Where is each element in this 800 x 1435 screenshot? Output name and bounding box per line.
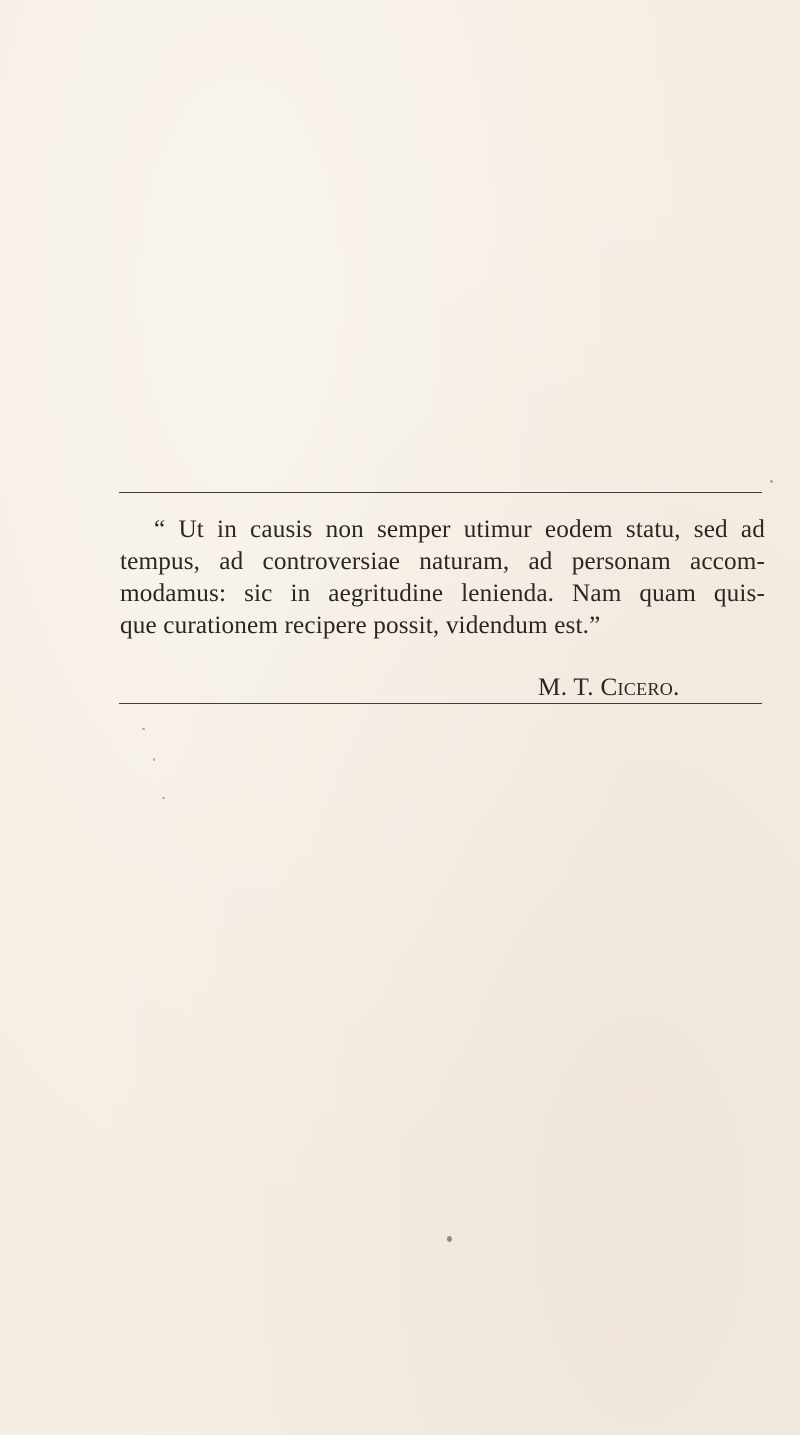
paper-speck (447, 1236, 452, 1242)
top-rule (119, 492, 762, 493)
quote-line-2: tempus, ad controversiae naturam, ad personam accom- (120, 548, 765, 575)
epigraph-attribution: M. T. Cicero. (538, 674, 680, 701)
quote-line-4: que curationem recipere possit, videndum est.” (120, 612, 601, 639)
epigraph-quote (120, 514, 765, 642)
quote-line-1: “ Ut in causis non semper utimur eodem statu, sed ad (154, 516, 765, 543)
paper-speck (770, 480, 773, 483)
paper-speck (162, 797, 165, 799)
bottom-rule (119, 703, 762, 704)
paper-speck (142, 728, 145, 730)
paper-speck (153, 758, 155, 761)
quote-line-3: modamus: sic in aegritudine lenienda. Nam quam quis- (120, 580, 765, 607)
